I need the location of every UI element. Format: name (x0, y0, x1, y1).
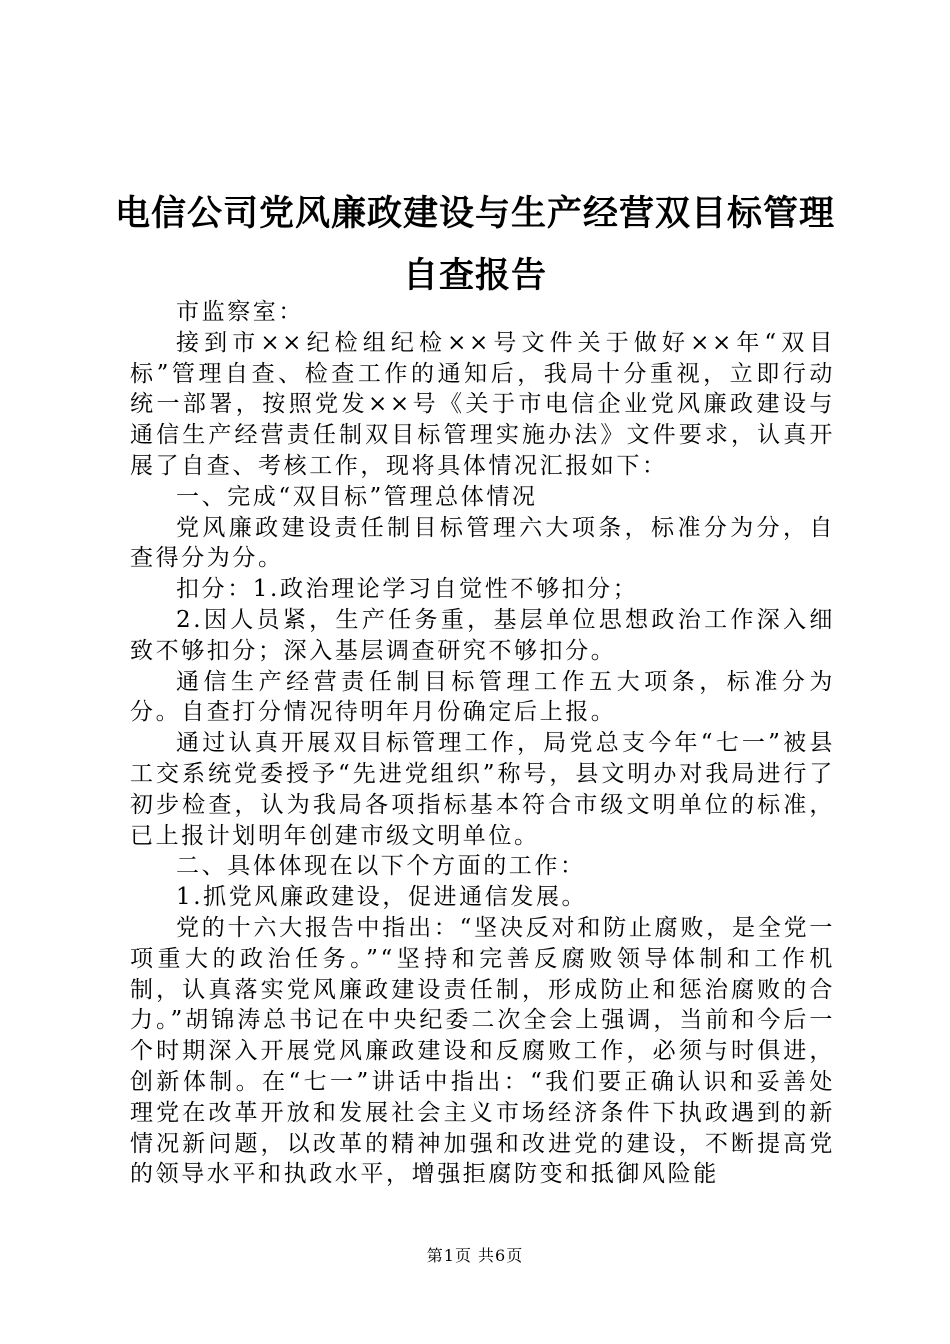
body-paragraph: 扣分：1.政治理论学习自觉性不够扣分； (176, 576, 639, 603)
body-paragraph: 党风廉政建设责任制目标管理六大项条，标准分为分，自查得分为分。 (130, 514, 835, 572)
subsection-heading: 1.抓党风廉政建设，促进通信发展。 (176, 884, 588, 911)
page-footer: 第1页 共6页 (426, 1246, 524, 1265)
body-paragraph: 通信生产经营责任制目标管理工作五大项条，标准分为分。自查打分情况待明年月份确定后上报。 (130, 668, 835, 726)
intro-paragraph: 接到市××纪检组纪检××号文件关于做好××年“双目标”管理自查、检查工作的通知后，我局十分重视，立即行动统一部署，按照党发××号《关于市电信企业党风廉政建设与通信生产经营责任制双目标管理实施办法》文件要求，认真开展了自查、考核工作，现将具体情况汇报如下： (130, 329, 835, 479)
salutation: 市监察室： (176, 299, 304, 325)
body-paragraph: 通过认真开展双目标管理工作，局党总支今年“七一”被县工交系统党委授予“先进党组织”称号，县文明办对我局进行了初步检查，认为我局各项指标基本符合市级文明单位的标准，已上报计划明年创建市级文明单位。 (130, 730, 835, 849)
body-paragraph: 党的十六大报告中指出：“坚决反对和防止腐败，是全党一项重大的政治任务。”“坚持和完善反腐败领导体制和工作机制，认真落实党风廉政建设责任制，形成防止和惩治腐败的合力。”胡锦涛总书记在中央纪委二次全会上强调，当前和今后一个时期深入开展党风廉政建设和反腐败工作，必须与时俱进，创新体制。在“七一”讲话中指出：“我们要正确认识和妥善处理党在改革开放和发展社会主义市场经济条件下执政遇到的新情况新问题，以改革的精神加强和改进党的建设，不断提高党的领导水平和执政水平，增强拒腐防变和抵御风险能 (130, 914, 835, 1188)
document-body (130, 297, 835, 1190)
section-heading-1: 一、完成“双目标”管理总体情况 (176, 483, 538, 510)
section-heading-2: 二、具体体现在以下个方面的工作： (176, 853, 586, 880)
document-title-line-2: 自查报告 (402, 256, 547, 296)
document-title-line-1: 电信公司党风廉政建设与生产经营双目标管理 (114, 194, 835, 234)
body-paragraph: 2.因人员紧，生产任务重，基层单位思想政治工作深入细致不够扣分；深入基层调查研究不够扣分。 (130, 606, 835, 664)
